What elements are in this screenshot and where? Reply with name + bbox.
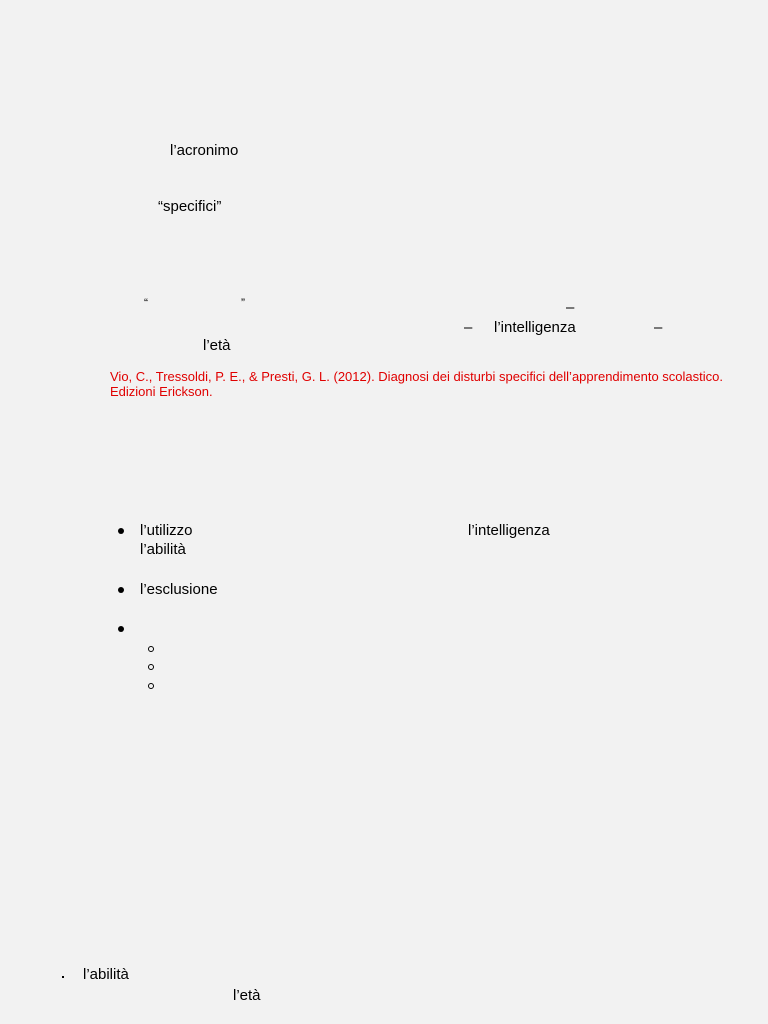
bullet-disc-icon: [118, 587, 124, 593]
bullet-disc-icon: [118, 626, 124, 632]
text-eta: l’età: [203, 337, 231, 354]
dash-3: –: [654, 319, 663, 336]
footnote-abilita: l’abilità: [83, 966, 129, 983]
footnote-eta: l’età: [233, 987, 261, 1004]
close-quote: ”: [241, 296, 245, 310]
text-specifici: “specifici”: [158, 198, 222, 215]
bullet-circle-icon: [148, 664, 154, 670]
list-item-abilita: l’abilità: [140, 541, 186, 558]
dash-1: –: [566, 299, 575, 316]
list-item-intelligenza: l’intelligenza: [468, 522, 550, 539]
text-intelligenza: l’intelligenza: [494, 319, 576, 336]
footnote-bullet-icon: [62, 976, 64, 978]
list-item-utilizzo: l’utilizzo: [140, 522, 193, 539]
reference-line-1: Vio, C., Tressoldi, P. E., & Presti, G. L. (2012). Diagnosi dei disturbi specifici dell’apprendimento scolastico.: [110, 369, 723, 384]
dash-2: –: [464, 319, 473, 336]
list-item-esclusione: l’esclusione: [140, 581, 218, 598]
reference-line-2: Edizioni Erickson.: [110, 384, 213, 399]
bullet-circle-icon: [148, 683, 154, 689]
text-acronimo: l’acronimo: [170, 142, 239, 159]
bullet-circle-icon: [148, 646, 154, 652]
open-quote: “: [144, 296, 148, 310]
bullet-disc-icon: [118, 528, 124, 534]
